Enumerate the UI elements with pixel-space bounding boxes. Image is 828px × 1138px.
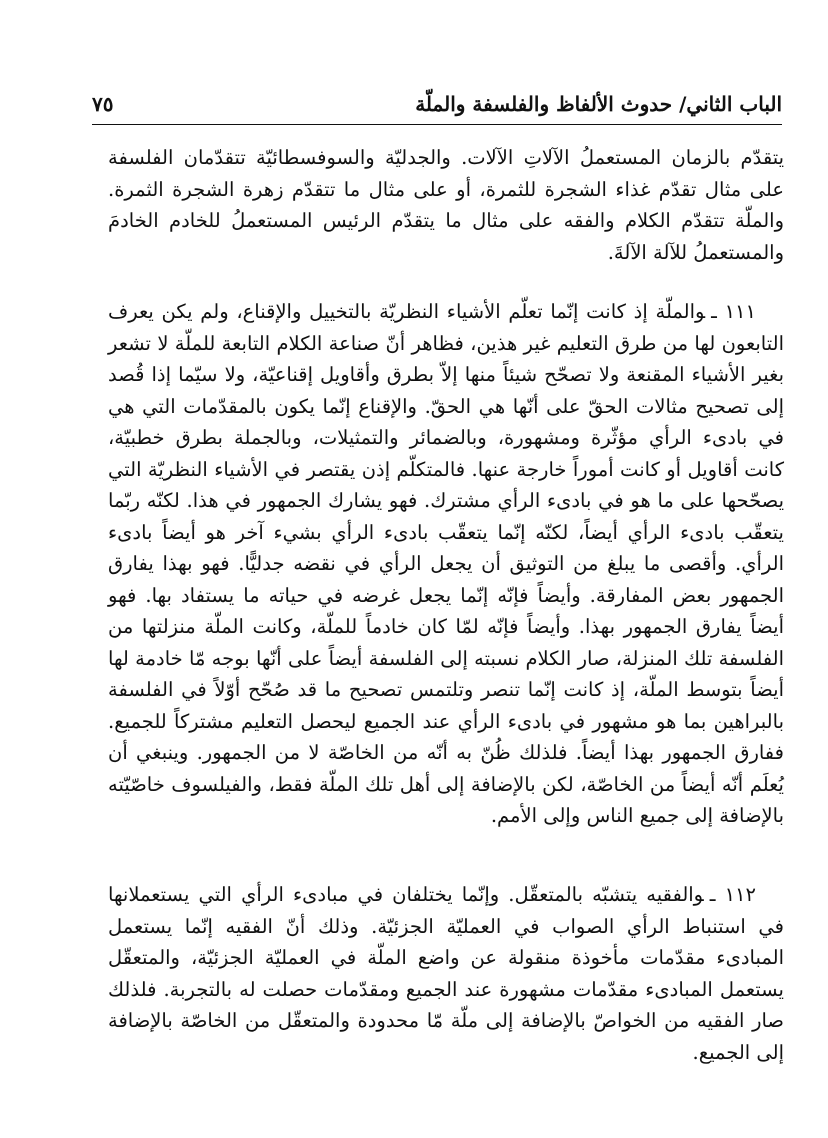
page-header	[92, 90, 782, 125]
paragraph-112	[108, 879, 784, 1068]
paragraph-112-text: والفقيه يتشبّه بالمتعقّل. وإنّما يختلفان في مبادىء الرأي التي يستعملانها في استنباط الرأي الصواب في العمليّة الجزئيّة. وذلك أنّ الفقيه إنّما يستعمل المبادىء مقدّمات مأخوذة منقولة عن واضع الملّة في العمليّة الجزئيّة، والمتعقّل يستعمل المبادىء مقدّمات مشهورة عند الجميع ومقدّمات حصلت له بالتجربة. فلذلك صار الفقيه من الخواصّ بالإضافة إلى ملّة مّا محدودة والمتعقّل من الخاصّة بالإضافة إلى الجميع.	[108, 883, 784, 1064]
paragraph-111-text: والملّة إذ كانت إنّما تعلّم الأشياء النظريّة بالتخييل والإقناع، ولم يكن يعرف التابعون لها من طرق التعليم غير هذين، فظاهر أنّ صناعة الكلام التابعة للملّة لا تشعر بغير الأشياء المقنعة ولا تصحّح شيئاً منها إلاّ بطرق وأقاويل إقناعيّة، ولا سيّما إذا قُصد إلى تصحيح مثالات الحقّ على أنّها هي الحقّ. والإقناع إنّما يكون بالمقدّمات التي هي في بادىء الرأي مؤثّرة ومشهورة، وبالضمائر والتمثيلات، وبالجملة بطرق خطبيّة، كانت أقاويل أو كانت أموراً خارجة عنها. فالمتكلّم إذن يقتصر في الأشياء النظريّة التي يصحّحها على ما هو في بادىء الرأي مشترك. فهو يشارك الجمهور في هذا. لكنّه ربّما يتعقّب بادىء الرأي أيضاً، لكنّه إنّما يتعقّب بادىء الرأي بشيء آخر هو أيضاً بادىء الرأي. وأقصى ما يبلغ من التوثيق أن يجعل الرأي في نقضه جدليًّا. فهو بهذا يفارق الجمهور بعض المفارقة. وأيضاً فإنّه إنّما يجعل غرضه في حياته ما يستفاد بها. فهو أيضاً يفارق الجمهور بهذا. وأيضاً فإنّه لمّا كان خادماً للملّة، وكانت الملّة منزلتها من الفلسفة تلك المنزلة، صار الكلام نسبته إلى الفلسفة أيضاً على أنّها بوجه مّا خادمة لها أيضاً بتوسط الملّة، إذ كانت إنّما تنصر وتلتمس تصحيح ما قد صُحّح أوّلاً في الفلسفة بالبراهين بما هو مشهور في بادىء الرأي عند الجميع ليحصل التعليم مشتركاً للجميع. ففارق الجمهور بهذا أيضاً. فلذلك ظُنّ به أنّه من الخاصّة لا من الجمهور. وينبغي أن يُعلَم أنّه أيضاً من الخاصّة، لكن بالإضافة إلى أهل تلك الملّة فقط، والفيلسوف خاصّيّته بالإضافة إلى جميع الناس وإلى الأمم.	[108, 300, 784, 827]
paragraph-111	[108, 296, 784, 832]
paragraph-1-text: يتقدّم بالزمان المستعملُ الآلاتِ الآلات. والجدليّة والسوفسطائيّة تتقدّمان الفلسفة على مثال تقدّم غذاء الشجرة للثمرة، أو على مثال ما تتقدّم زهرة الشجرة الثمرة. والملّة تتقدّم الكلام والفقه على مثال ما يتقدّم الرئيس المستعملُ للخادم الخادمَ والمستعملُ للآلة الآلةَ.	[108, 146, 784, 264]
paragraph-1	[108, 142, 784, 268]
chapter-title: الباب الثاني/ حدوث الألفاظ والفلسفة والملّة	[415, 92, 782, 116]
paragraph-number: ١١١ ـ	[711, 300, 756, 323]
paragraph-number: ١١٢ ـ	[709, 883, 756, 906]
page-number: ٧٥	[92, 92, 114, 116]
